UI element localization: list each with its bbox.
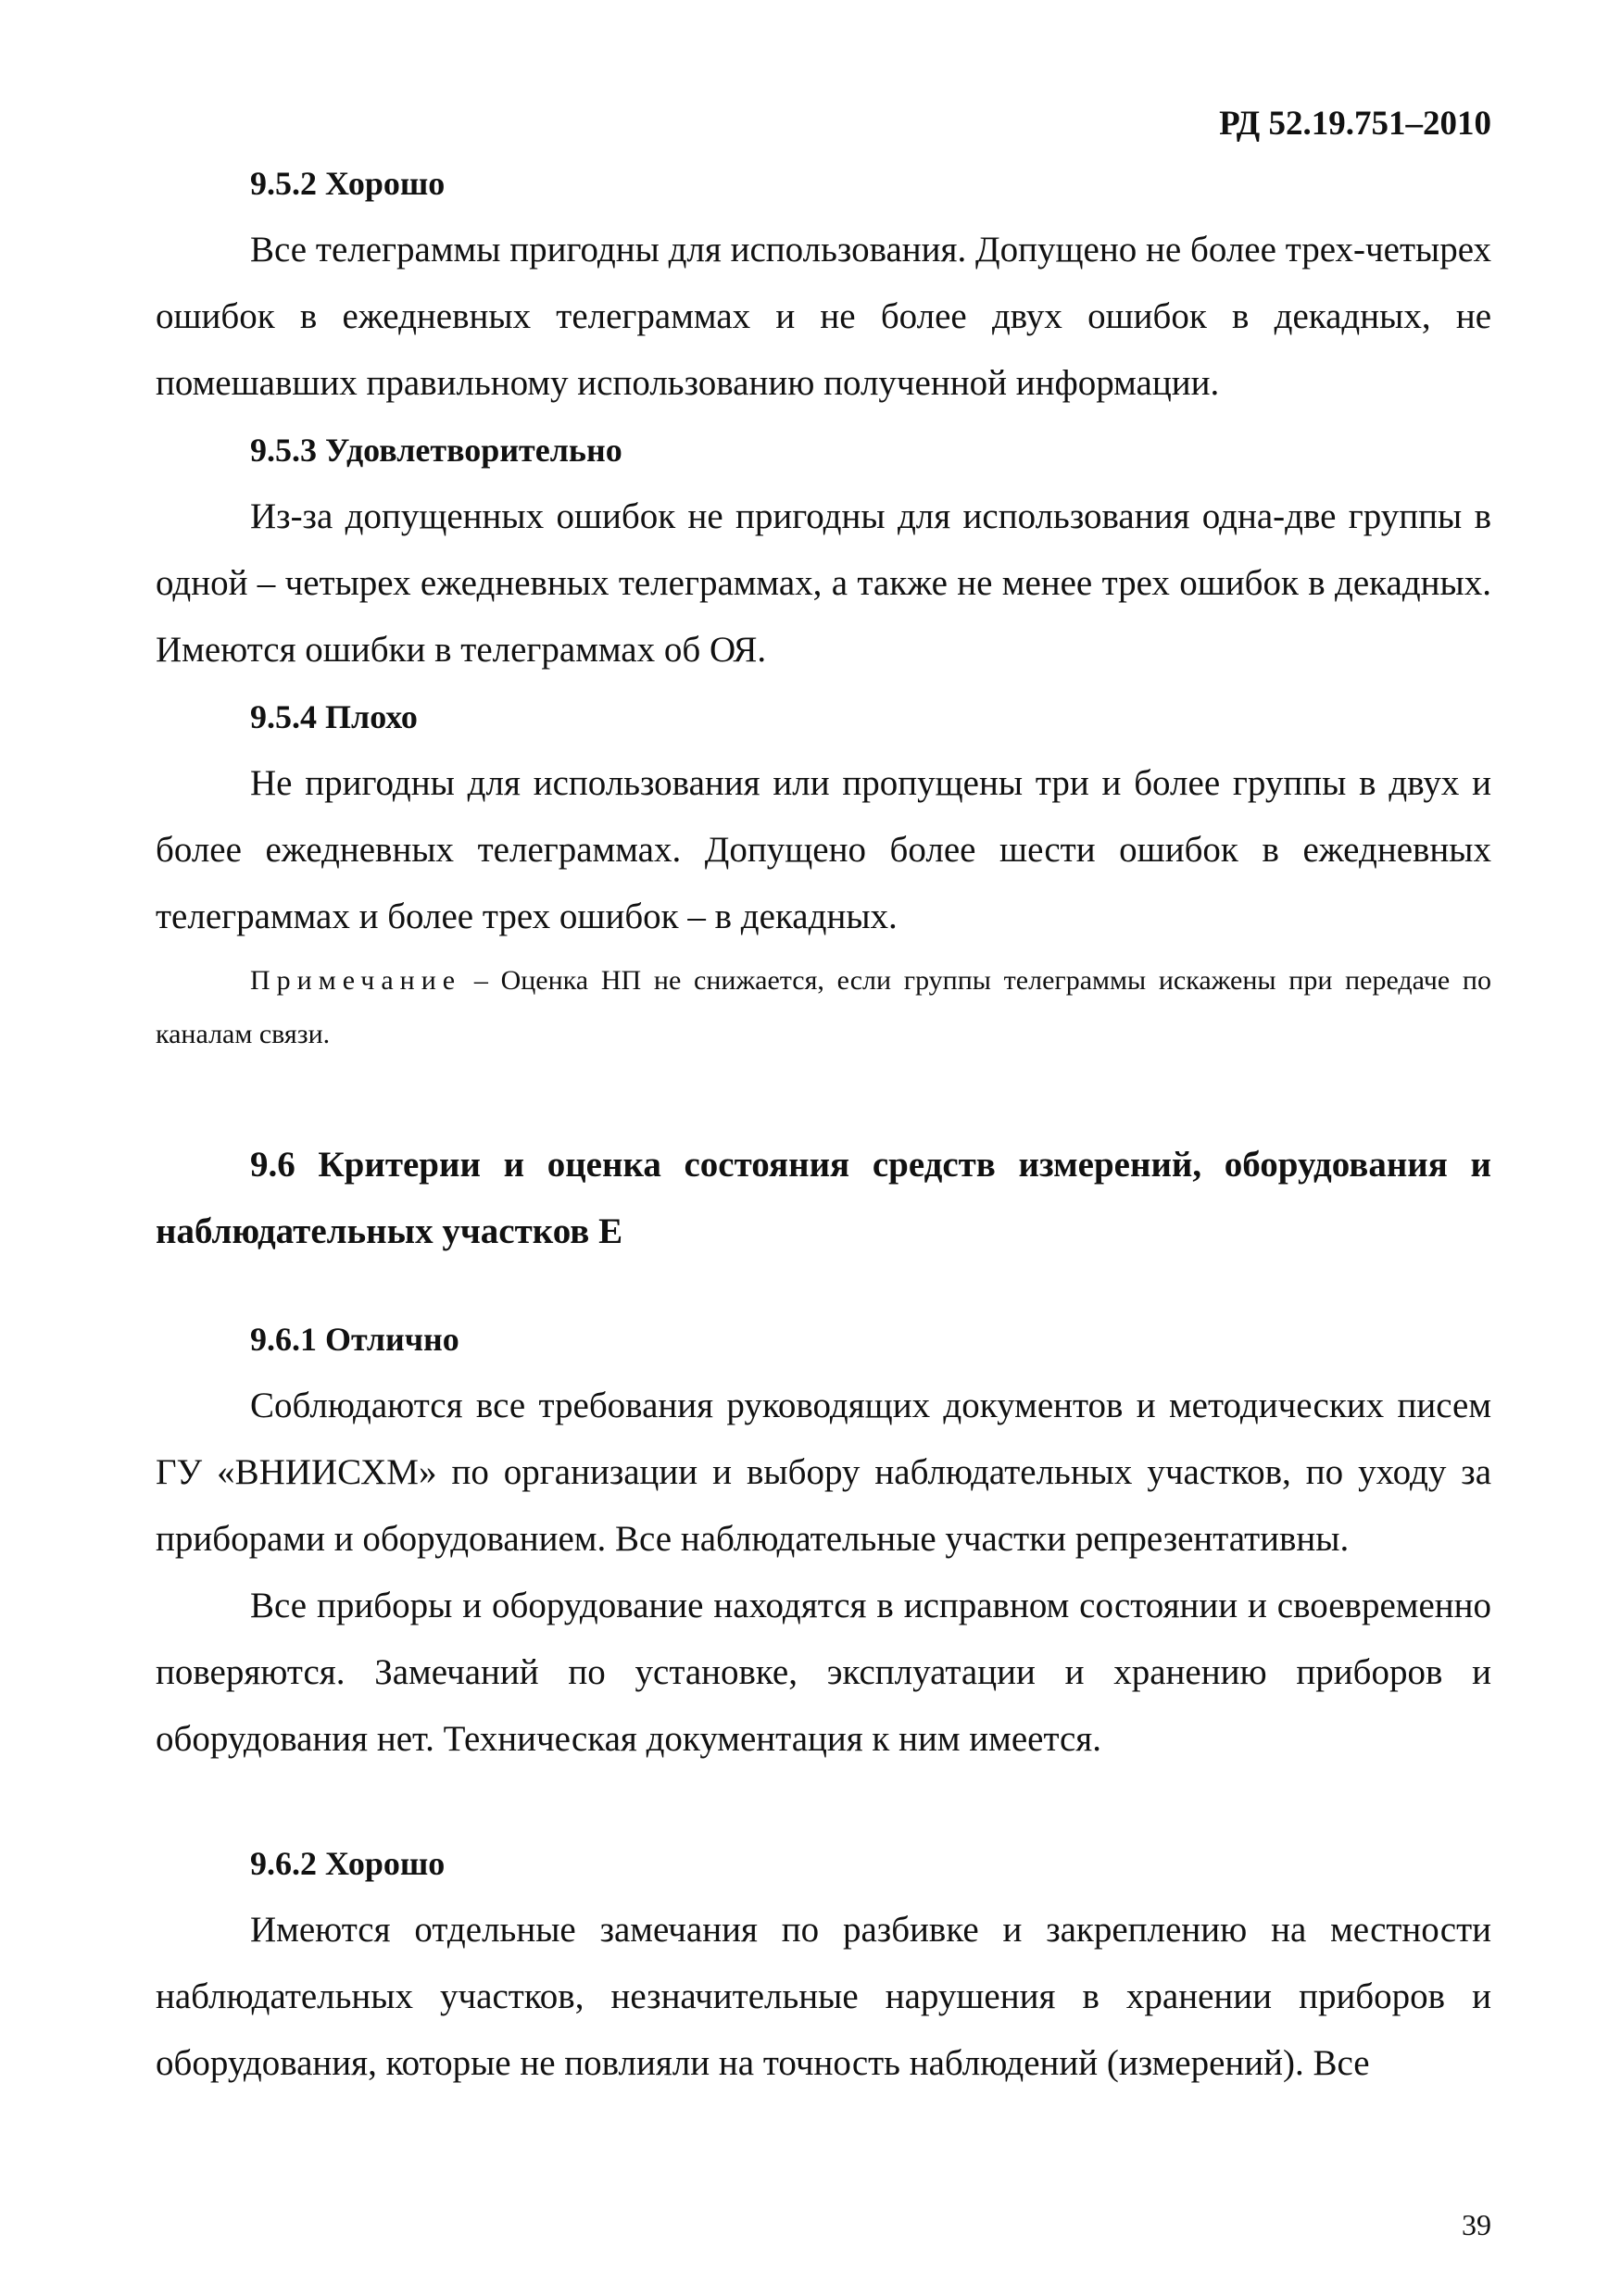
section-title-9-6: 9.6 Критерии и оценка состояния средств измерений, оборудования и наблюдательных участков Е [156, 1145, 1491, 1251]
heading-9-6-1: 9.6.1 Отлично [250, 1321, 459, 1358]
paragraph-9-6-1-a: Соблюдаются все требования руководящих документов и методических писем ГУ «ВНИИСХМ» по организации и выбору наблюдательных участков, по уходу за приборами и оборудованием. Все наблюдательные участки репрезентативны. [156, 1386, 1491, 1559]
heading-9-5-3: 9.5.3 Удовлетворительно [250, 432, 622, 469]
paragraph-9-5-3: Из-за допущенных ошибок не пригодны для использования одна-две группы в одной – четырех ежедневных телеграммах, а также не менее трех ошибок в декадных. Имеются ошибки в телеграммах об ОЯ. [156, 496, 1491, 670]
page-body [156, 150, 1491, 2097]
paragraph-9-5-2: Все телеграммы пригодны для использования. Допущено не более трех-четырех ошибок в ежедневных телеграммах и не более двух ошибок в декадных, не помешавших правильному использованию полученной информации. [156, 230, 1491, 403]
page-number: 39 [1462, 2208, 1491, 2241]
paragraph-9-6-2: Имеются отдельные замечания по разбивке и закреплению на местности наблюдательных участков, незначительные нарушения в хранении приборов и оборудования, которые не повлияли на точность наблюдений (измерений). Все [156, 1910, 1491, 2083]
note [156, 954, 1491, 1061]
note-text: – Оценка НП не снижается, если группы телеграммы искажены при передаче по каналам связи. [156, 965, 1491, 1049]
paragraph-9-6-1-b: Все приборы и оборудование находятся в исправном состоянии и своевременно поверяются. Замечаний по установке, эксплуатации и хранению приборов и оборудования нет. Техническая документация к ним имеется. [156, 1586, 1491, 1759]
heading-9-5-2: 9.5.2 Хорошо [250, 165, 446, 202]
heading-9-5-4: 9.5.4 Плохо [250, 698, 418, 735]
note-label: Примечание [250, 965, 462, 996]
paragraph-9-5-4: Не пригодны для использования или пропущены три и более группы в двух и более ежедневных телеграммах. Допущено более шести ошибок в ежедневных телеграммах и более трех ошибок – в декадных. [156, 763, 1491, 936]
document-code: РД 52.19.751–2010 [1219, 105, 1491, 143]
heading-9-6-2: 9.6.2 Хорошо [250, 1845, 446, 1882]
